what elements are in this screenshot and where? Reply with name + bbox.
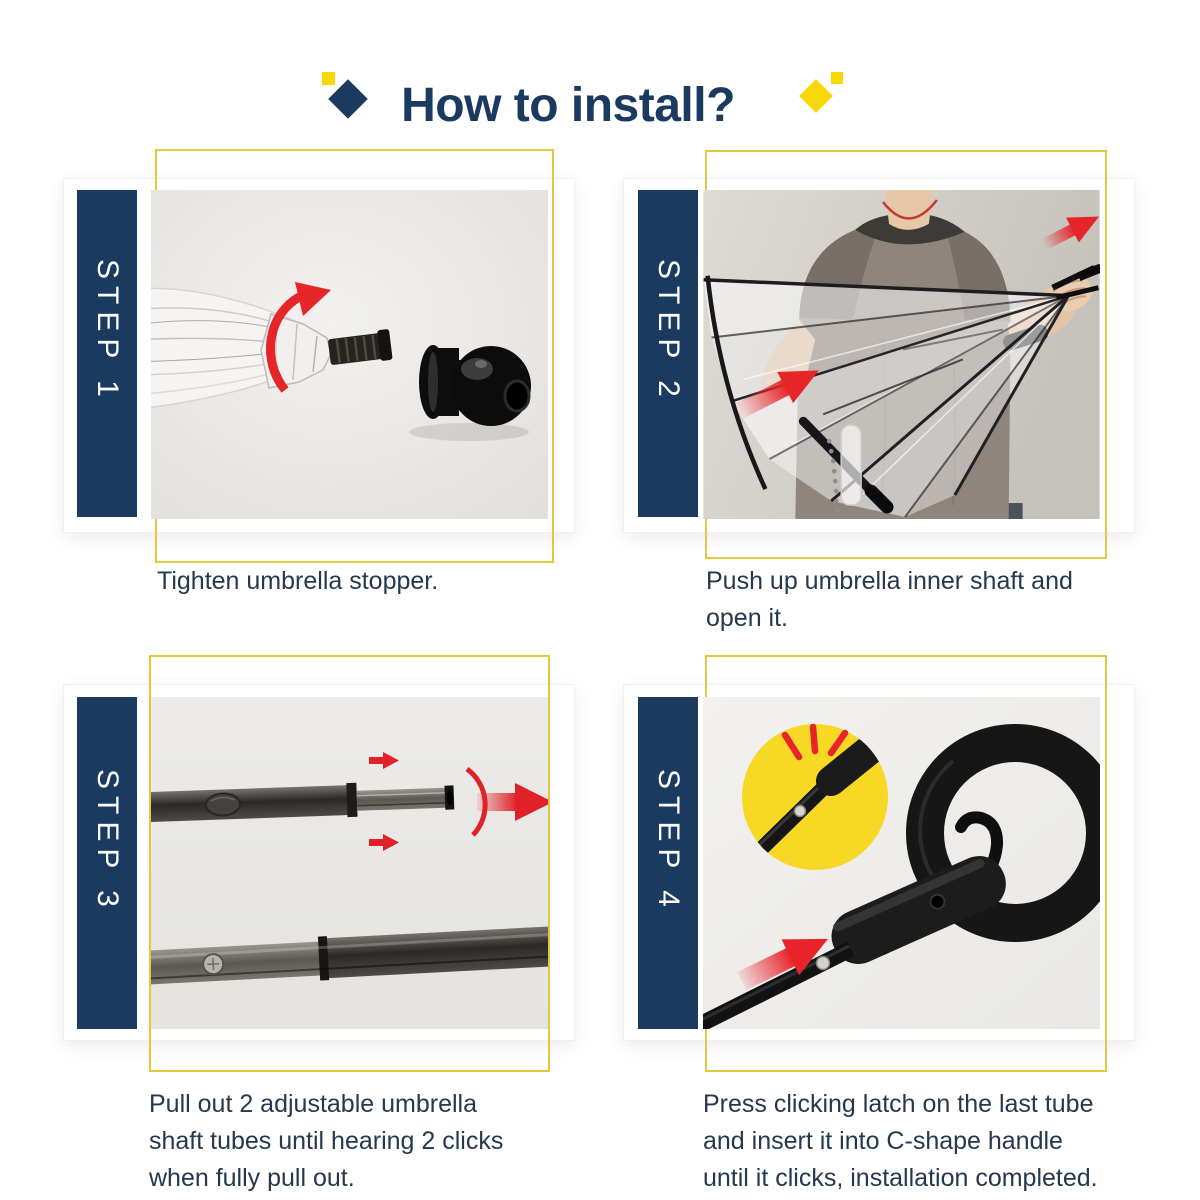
step4-label: STEP 4	[652, 768, 685, 914]
handle-illustration	[703, 697, 1100, 1029]
title-decoration-right	[802, 70, 848, 120]
neck	[885, 190, 933, 230]
navy-diamond-icon	[328, 79, 368, 119]
step2-banner	[638, 190, 698, 517]
page-title: How to install?	[401, 79, 735, 133]
step3-photo	[151, 697, 548, 1029]
latch-pin	[817, 957, 830, 970]
step4-caption: Press clicking latch on the last tube and insert it into C-shape handle until it clicks, installation completed.	[703, 1090, 1098, 1192]
small-square-icon	[831, 72, 843, 84]
step1-photo	[151, 190, 548, 519]
title-decoration-left	[322, 70, 374, 126]
step2-label: STEP 2	[652, 259, 685, 404]
step1-caption: Tighten umbrella stopper.	[157, 567, 439, 595]
open-umbrella-illustration	[703, 190, 1100, 519]
small-square-icon	[322, 72, 335, 85]
ball-stopper	[419, 345, 531, 426]
yellow-diamond-icon	[799, 79, 833, 113]
step3-banner	[77, 697, 137, 1029]
step1-banner	[77, 190, 137, 517]
step4-banner	[638, 697, 698, 1029]
stopper-illustration	[151, 190, 548, 519]
shaft-tubes-illustration	[151, 697, 548, 1029]
step1-label: STEP 1	[91, 259, 124, 404]
step3-caption: Pull out 2 adjustable umbrella shaft tubes until hearing 2 clicks when fully pull out.	[149, 1090, 504, 1192]
step2-photo	[703, 190, 1100, 519]
step4-photo	[703, 697, 1100, 1029]
step3-label: STEP 3	[91, 768, 124, 914]
step2-caption: Push up umbrella inner shaft and open it.	[706, 567, 1073, 632]
